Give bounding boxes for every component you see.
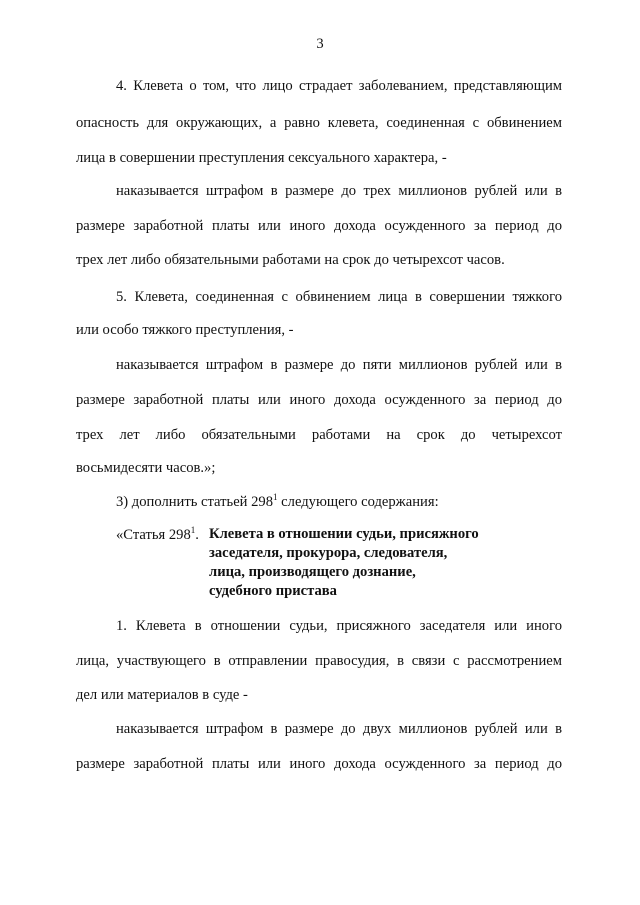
article-title xyxy=(209,525,479,601)
text-line: размере заработной платы или иного дохода осужденного за период до xyxy=(76,756,562,772)
text-line: или особо тяжкого преступления, - xyxy=(76,322,294,338)
text-line: размере заработной платы или иного дохода осужденного за период до xyxy=(76,392,562,408)
amendment-line: 3) дополнить статьей $298^1$ следующего содержания: xyxy=(116,492,439,510)
text-line: восьмидесяти часов.»; xyxy=(76,460,216,476)
text-line: размере заработной платы или иного дохода осужденного за период до xyxy=(76,218,562,234)
article-number: «Статья $298^1$. xyxy=(116,525,199,543)
article-title-line: заседателя, прокурора, следователя, xyxy=(209,545,448,561)
text-line: 5. Клевета, соединенная с обвинением лица в совершении тяжкого xyxy=(116,289,562,305)
text-line: дел или материалов в суде - xyxy=(76,687,248,703)
page-number: 3 xyxy=(316,36,324,52)
text-line: лица в совершении преступления сексуального характера, - xyxy=(76,150,447,166)
article-title-line: лица, производящего дознание, xyxy=(209,564,416,580)
article-title-line: Клевета в отношении судьи, присяжного xyxy=(209,526,479,542)
text-line: трех лет либо обязательными работами на срок до четырехсот часов. xyxy=(76,252,505,268)
text-line: 4. Клевета о том, что лицо страдает заболеванием, представляющим xyxy=(116,78,562,94)
text-line: наказывается штрафом в размере до двух миллионов рублей или в xyxy=(116,721,562,737)
text-line: опасность для окружающих, а равно клевета, соединенная с обвинением xyxy=(76,115,562,131)
text-line: трех лет либо обязательными работами на срок до четырехсот xyxy=(76,427,562,443)
text-line: 1. Клевета в отношении судьи, присяжного заседателя или иного xyxy=(116,618,562,634)
text-line: лица, участвующего в отправлении правосудия, в связи с рассмотрением xyxy=(76,653,562,669)
text-line: наказывается штрафом в размере до трех миллионов рублей или в xyxy=(116,183,562,199)
article-title-line: судебного пристава xyxy=(209,583,337,599)
text-line: наказывается штрафом в размере до пяти миллионов рублей или в xyxy=(116,357,562,373)
